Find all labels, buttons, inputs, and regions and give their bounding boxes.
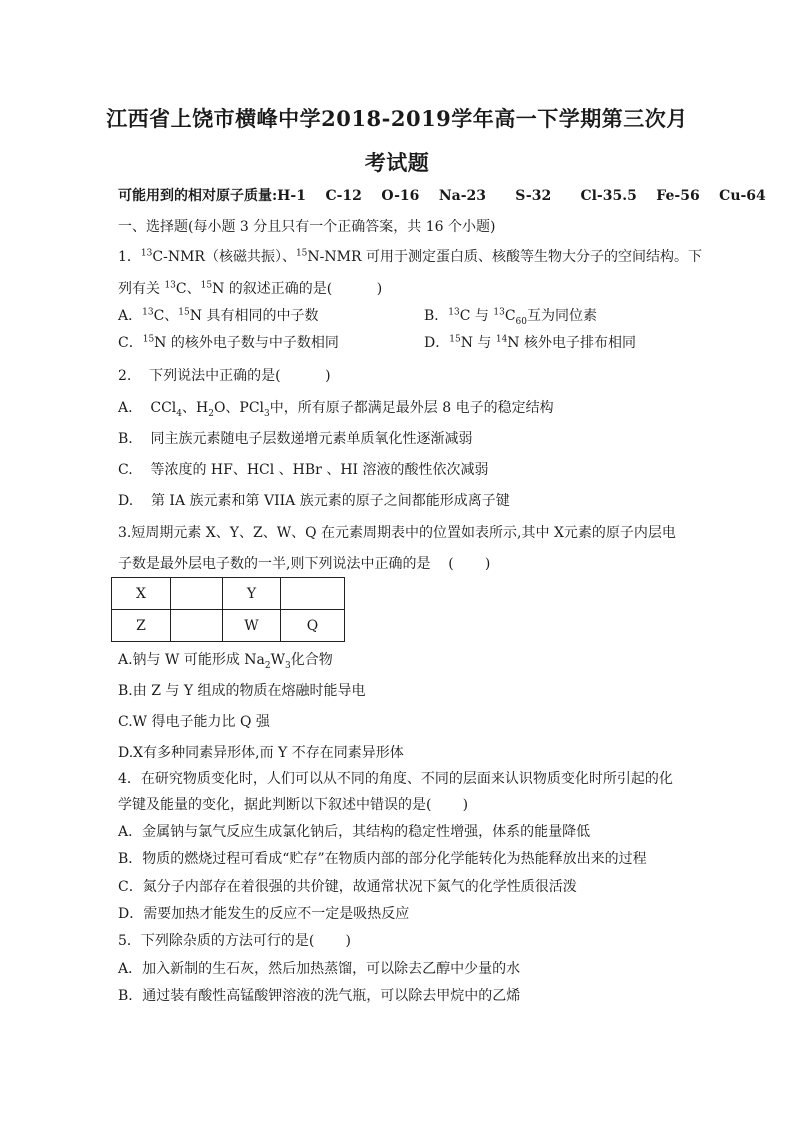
atomic-mass-label: 可能用到的相对原子质量: — [118, 188, 278, 204]
table-cell: W — [223, 610, 281, 642]
table-cell: Y — [223, 578, 281, 610]
q3-option-b[interactable]: B.由 Z 与 Y 组成的物质在熔融时能导电 — [118, 683, 366, 699]
table-cell: Z — [112, 610, 171, 642]
q2-option-b[interactable]: B. 同主族元素随电子层数递增元素单质氧化性逐渐减弱 — [118, 431, 473, 447]
q4-option-d[interactable]: D．需要加热才能发生的反应不一定是吸热反应 — [118, 906, 410, 922]
q4-option-b[interactable]: B．物质的燃烧过程可看成“贮存”在物质内部的部分化学能转化为热能释放出来的过程 — [118, 851, 647, 867]
section-heading: 一、选择题(每小题 3 分且只有一个正确答案，共 16 个小题) — [118, 219, 496, 235]
table-cell — [281, 578, 345, 610]
q3-option-c[interactable]: C.W 得电子能力比 Q 强 — [118, 714, 270, 730]
q3-option-a[interactable]: A.钠与 W 可能形成 $Na_2W_3$化合物 — [118, 652, 333, 671]
q1-option-b[interactable]: B．$^{13}$C 与 $^{13}C_{60}$互为同位素 — [424, 307, 597, 327]
table-cell: Q — [281, 610, 345, 642]
q5-option-a[interactable]: A．加入新制的生石灰，然后加热蒸馏，可以除去乙醇中少量的水 — [118, 961, 521, 977]
q1-option-c[interactable]: C．$^{15}$N 的核外电子数与中子数相同 — [118, 334, 339, 351]
q3-option-d[interactable]: D.X有多种同素异形体,而 Y 不存在同素异形体 — [118, 745, 404, 761]
q2-option-d[interactable]: D. 第 IA 族元素和第 VIIA 族元素的原子之间都能形成离子键 — [118, 493, 510, 509]
exam-title-line2: 考试题 — [364, 150, 430, 175]
q5-stem: 5．下列除杂质的方法可行的是( ) — [118, 933, 351, 949]
q3-stem-line2: 子数是最外层电子数的一半,则下列说法中正确的是 ( ) — [118, 556, 491, 572]
q3-stem-line1: 3.短周期元素 X、Y、Z、W、Q 在元素周期表中的位置如表所示,其中 X元素的原子内层电 — [118, 525, 676, 541]
q2-option-a[interactable]: A. CCl$_4$、$H_2O$、PCl$_3$中，所有原子都满足最外层 8 电子的稳定结构 — [118, 400, 554, 419]
table-cell: X — [112, 578, 171, 610]
q2-stem: 2. 下列说法中正确的是( ) — [118, 368, 331, 384]
exam-title-line1: 江西省上饶市横峰中学2018-2019学年高一下学期第三次月 — [106, 106, 688, 131]
q4-stem-line1: 4．在研究物质变化时，人们可以从不同的角度、不同的层面来认识物质变化时所引起的化 — [118, 771, 673, 787]
atomic-mass-values: H-1 C-12 O-16 Na-23 S-32 Cl-35.5 Fe-56 Cu-64 — [277, 188, 766, 204]
q4-option-c[interactable]: C．氮分子内部存在着很强的共价键，故通常状况下氮气的化学性质很活泼 — [118, 879, 577, 895]
q4-option-a[interactable]: A．金属钠与氯气反应生成氯化钠后，其结构的稳定性增强，体系的能量降低 — [118, 824, 591, 840]
q1-stem-line1: 1．$^{13}$C-NMR（核磁共振）、$^{15}$N-NMR 可用于测定蛋白质、核酸等生物大分子的空间结构。下 — [118, 248, 702, 265]
table-cell — [171, 610, 223, 642]
table-cell — [171, 578, 223, 610]
q2-option-c[interactable]: C. 等浓度的 HF、HCl 、HBr 、HI 溶液的酸性依次减弱 — [118, 462, 489, 478]
q1-option-d[interactable]: D．$^{15}$N 与 $^{14}$N 核外电子排布相同 — [424, 334, 636, 351]
periodic-table-fragment — [111, 577, 345, 642]
q4-stem-line2: 学键及能量的变化，据此判断以下叙述中错误的是( ) — [118, 797, 469, 813]
table-row — [112, 610, 345, 642]
atomic-mass-line — [118, 187, 766, 205]
q5-option-b[interactable]: B．通过装有酸性高锰酸钾溶液的洗气瓶，可以除去甲烷中的乙烯 — [118, 988, 521, 1004]
q1-stem-line2: 列有关 $^{13}$C、$^{15}$N 的叙述正确的是( ) — [118, 280, 383, 297]
q1-option-a[interactable]: A．$^{13}$C、$^{15}$N 具有相同的中子数 — [118, 307, 319, 324]
table-row — [112, 578, 345, 610]
